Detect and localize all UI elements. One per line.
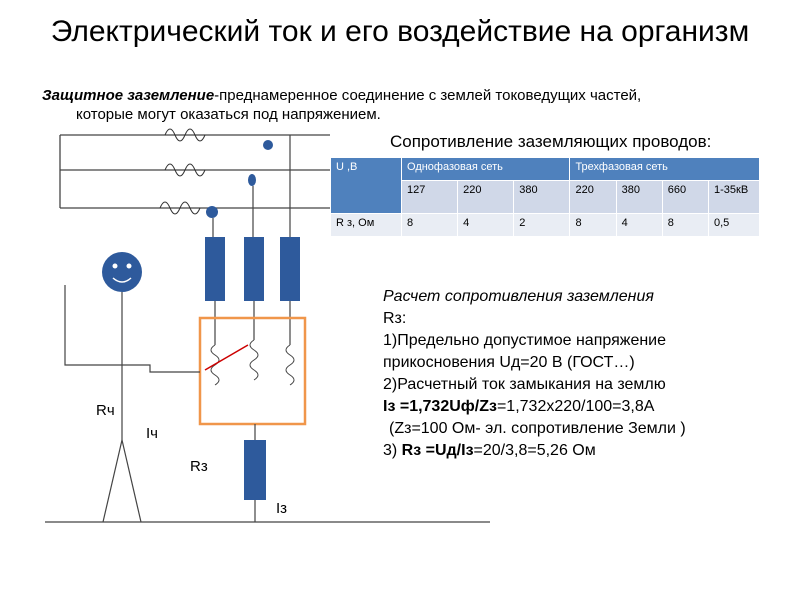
resistance-title: Сопротивление заземляющих проводов: [390,132,712,151]
table-cell-voltage: 380 [519,184,538,196]
ground-resistor [244,440,266,500]
page-title: Электрический ток и его воздействие на организм [50,15,750,48]
label-rch: Rч [96,402,115,419]
calc-note: (Zз=100 Ом- эл. сопротивление Земли ) [389,420,686,437]
calc-rz-label: Rз: [383,310,407,327]
label-rz: Rз [190,458,208,475]
table-cell-resistance: 0,5 [714,217,730,229]
table-cell-resistance: 8 [407,217,414,229]
table-cell-voltage: 660 [667,184,687,196]
touch-wire [65,285,200,372]
table-row-label: R з, Ом [336,217,375,229]
node-phase-1 [263,140,273,150]
table-header-single-phase: Однофазовая сеть [407,161,503,173]
definition-text-part2: которые могут оказаться под напряжением. [76,106,381,123]
table-cell-resistance: 4 [463,217,470,229]
definition-text-part1: -преднамеренное соединение с землей токоведущих частей, [214,87,642,104]
node-phase-3 [206,206,218,218]
node-phase-2 [248,174,256,186]
fuse-1 [205,237,225,301]
calc-heading: Расчет сопротивления заземления [383,288,654,305]
label-iz: Iз [276,500,288,517]
fuses [205,237,300,301]
table-header-three-phase: Трехфазовая сеть [575,161,668,173]
calc-formula-bold: Iз =1,732Uф/Zз [383,398,497,415]
fuse-3 [280,237,300,301]
table-cell-voltage: 220 [463,184,482,196]
fuse-wires [213,135,290,237]
table-cell-voltage: 220 [575,184,594,196]
table-cell-resistance: 4 [621,217,628,229]
person-head [102,252,142,292]
table-cell-resistance: 8 [575,217,582,229]
connection-nodes [206,140,273,218]
calc-formula-rest: =1,732х220/100=3,8А [496,398,655,415]
table-header-u: U ,В [336,161,358,173]
fuse-2 [244,237,264,301]
definition-term: Защитное заземление [42,87,215,104]
motor-windings [211,340,294,385]
label-ich: Iч [146,425,158,442]
table-cell-resistance: 8 [667,217,674,229]
equipment-enclosure [200,318,305,424]
calc-step3-prefix: 3) [383,442,402,459]
calc-step1b: прикосновения Uд=20 В (ГОСТ…) [383,354,635,371]
table-cell-voltage: 127 [407,184,426,196]
table-cell-voltage: 380 [621,184,640,196]
person-eye-left [113,264,118,269]
calc-step3-bold: Rз =Uд/Iз [401,442,474,459]
table-cell-voltage: 1-35кВ [714,184,749,196]
person-leg-left [103,440,122,522]
calc-step1a: 1)Предельно допустимое напряжение [383,332,667,349]
person-figure [102,252,142,522]
person-eye-right [127,264,132,269]
person-leg-right [122,440,141,522]
calc-step2: 2)Расчетный ток замыкания на землю [383,376,666,393]
winding-3 [286,345,294,385]
calc-step3-rest: =20/3,8=5,26 Ом [473,442,596,459]
winding-2 [250,340,258,380]
transformer-coils [160,129,205,214]
load-wires [215,301,290,345]
table-cell-resistance: 2 [519,217,526,229]
